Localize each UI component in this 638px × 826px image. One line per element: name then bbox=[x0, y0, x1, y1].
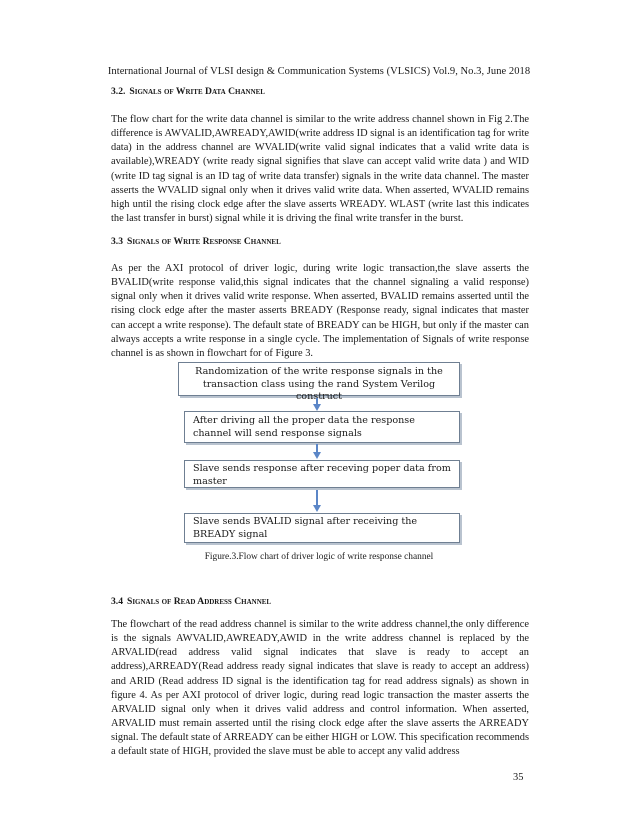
flowchart-arrow bbox=[316, 398, 318, 406]
figure-caption: Figure.3.Flow chart of driver logic of write response channel bbox=[204, 552, 434, 562]
section-number: 3.3 bbox=[111, 236, 123, 247]
section-heading-3-3 bbox=[111, 236, 281, 247]
flowchart-arrow bbox=[316, 490, 318, 507]
running-header: International Journal of VLSI design & Communication Systems (VLSICS) Vol.9, No.3, June 2018 bbox=[107, 66, 531, 77]
paragraph-write-data-channel: The flow chart for the write data channel is similar to the write address channel shown in Fig 2.The difference is AWVALID,AWREADY,AWID(write address ID signal is an identification tag for write data) in the address channel are WVALID(write valid signal indicates that a valid write data is available),WREADY (write ready signal signifies that slave can accept valid write data ) and WID (write ID tag signal is an ID tag of write data transfer) signals in the write data channel. The master asserts the WVALID signal only when it drives valid write data. When asserted, WVALID remains high until the rising clock edge after the slave asserts WREADY. WLAST (write last this indicates the last transfer in burst) signal while it is driving the final write transfer in the burst. bbox=[111, 114, 529, 225]
paragraph-read-address-channel: The flowchart of the read address channel is similar to the write address channel,the only difference is the signals AWVALID,AWREADY,AWID in the write address channel is replaced by the ARVALID(read address valid signal indicates that slave is ready to accept an address),ARREADY(Read address ready signal indicates that slave is ready to accept an address) and ARID (Read address ID signal is the identification tag for read address signals) as shown in figure 4. As per AXI protocol of driver logic, during read logic transaction the master asserts the ARVALID signal only when it drives valid address and control information. When asserted, ARVALID must remain asserted until the rising clock edge after the slave asserts the ARREADY signal. The default state of ARREADY can be either HIGH or LOW. This specification recommends a default state of HIGH, provided the slave must be able to accept any valid address bbox=[111, 619, 529, 758]
flowchart-box-response: After driving all the proper data the response channel will send response signals bbox=[184, 411, 460, 443]
section-title: Signals of Read Address Channel bbox=[127, 596, 272, 607]
page-number: 35 bbox=[513, 772, 524, 783]
section-title: Signals of Write Response Channel bbox=[127, 236, 281, 247]
arrow-down-icon bbox=[313, 505, 321, 512]
flowchart-box-bvalid: Slave sends BVALID signal after receiving the BREADY signal bbox=[184, 513, 460, 543]
section-title: Signals of Write Data Channel bbox=[129, 86, 265, 97]
arrow-down-icon bbox=[313, 452, 321, 459]
paragraph-write-response-channel: As per the AXI protocol of driver logic, during write logic transaction,the slave asserts the BVALID(write response valid,this signal indicates that the channel signaling a valid response) signal only when it drives valid write response. When asserted, BVALID remains asserted until the rising clock edge after the master asserts BREADY (Response ready, signal indicates that master can accept a write response). The default state of BREADY can be HIGH, but only if the master can always accepts a write response in a single cycle. The implementation of Signals of write response channel is as shown in flowchart for of Figure 3. bbox=[111, 263, 529, 359]
flowchart-box-randomization: Randomization of the write response signals in the transaction class using the rand System Verilog construct bbox=[178, 362, 460, 396]
section-heading-3-4 bbox=[111, 596, 271, 607]
section-number: 3.4 bbox=[111, 596, 123, 607]
section-number: 3.2. bbox=[111, 86, 126, 97]
flowchart-arrow bbox=[316, 444, 318, 454]
arrow-down-icon bbox=[313, 404, 321, 411]
flowchart-box-slave-response: Slave sends response after receving poper data from master bbox=[184, 460, 460, 488]
section-heading-3-2 bbox=[111, 86, 265, 97]
